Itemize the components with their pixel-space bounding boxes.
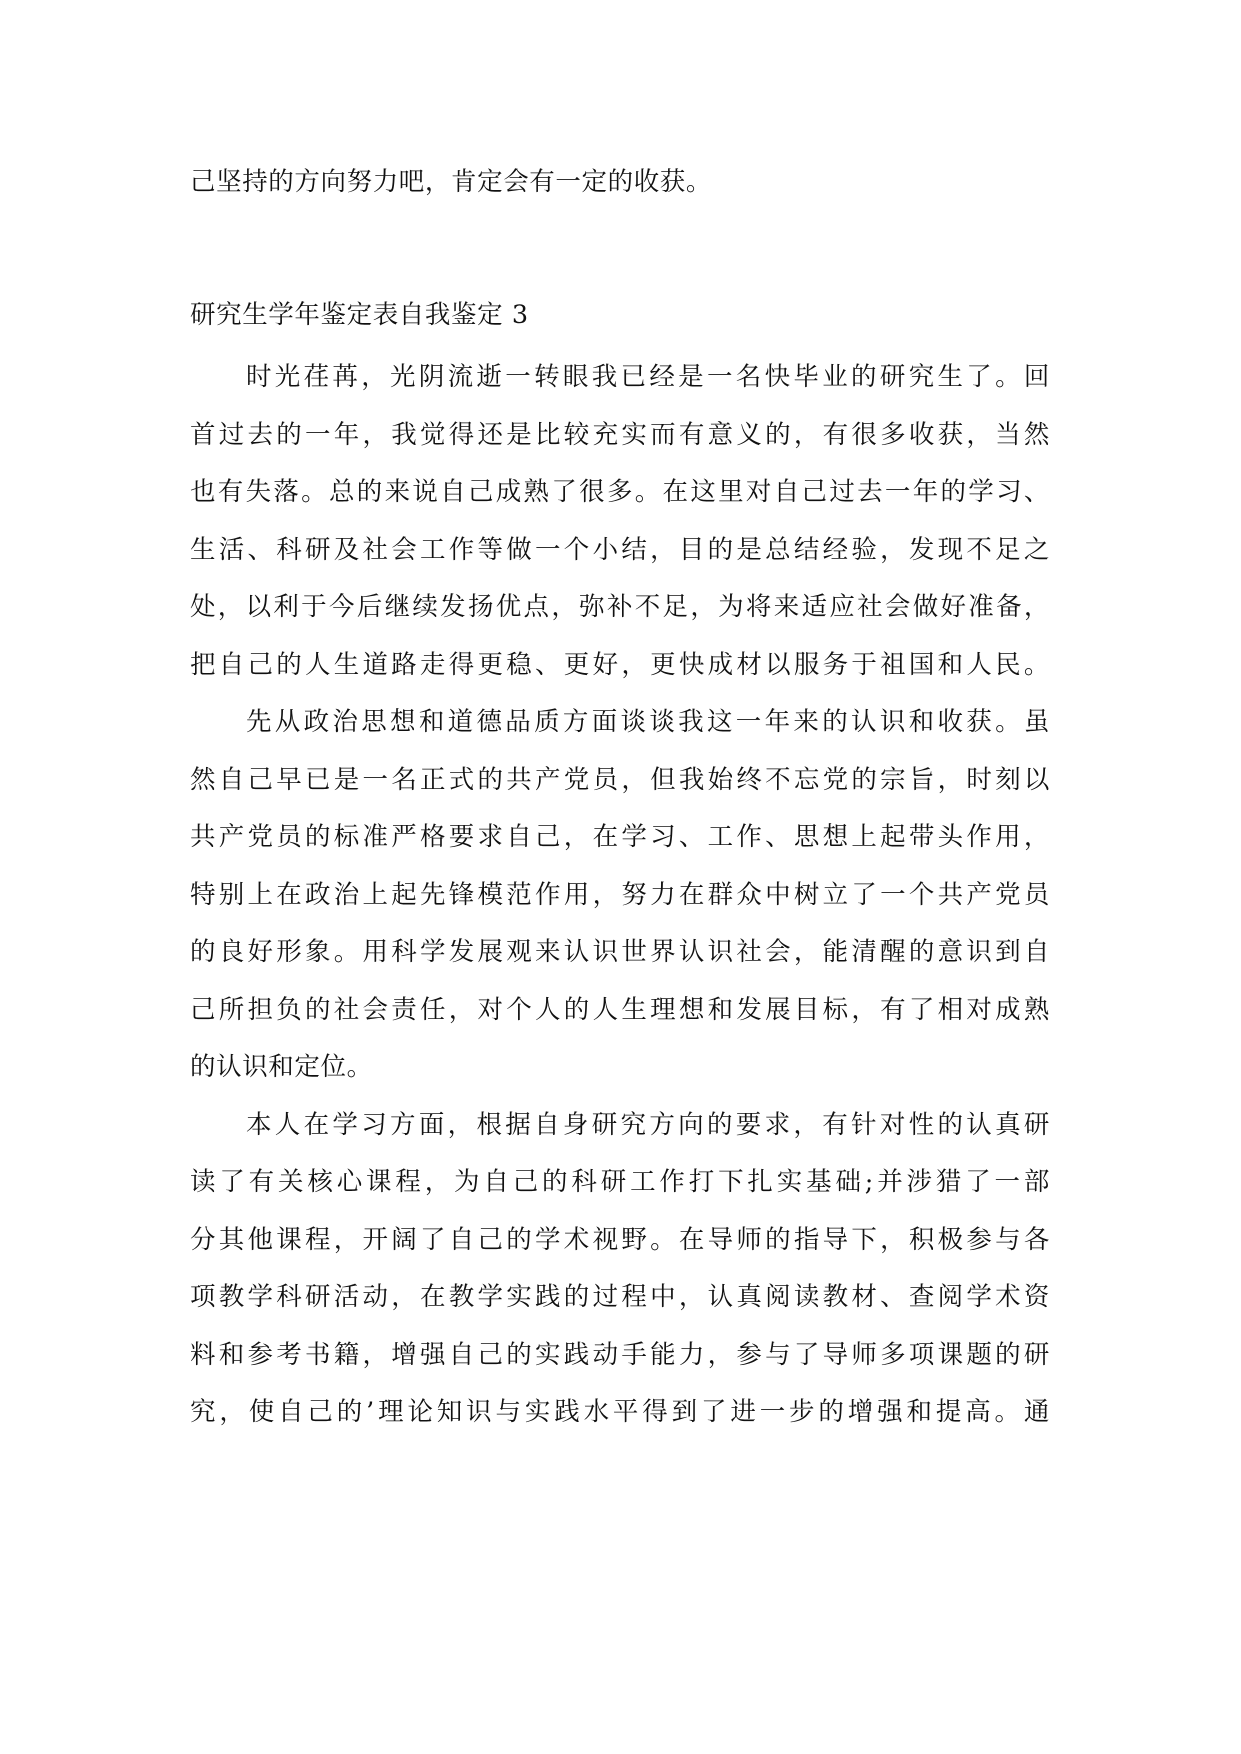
text-line: 的良好形象。用科学发展观来认识世界认识社会，能清醒的意识到自	[190, 937, 1050, 967]
text-line: 料和参考书籍，增强自己的实践动手能力，参与了导师多项课题的研	[190, 1339, 1050, 1370]
text-line: 先从政治思想和道德品质方面谈谈我这一年来的认识和收获。虽	[246, 707, 1050, 737]
text-line: 把自己的人生道路走得更稳、更好，更快成材以服务于祖国和人民。	[190, 649, 1050, 680]
text-line: 首过去的一年，我觉得还是比较充实而有意义的，有很多收获，当然	[190, 419, 1050, 450]
text-line: 特别上在政治上起先锋模范作用，努力在群众中树立了一个共产党员	[190, 879, 1050, 910]
text-line: 的认识和定位。	[190, 1052, 373, 1082]
continuation-paragraph	[190, 154, 1050, 212]
text-line: 处，以利于今后继续发扬优点，弥补不足，为将来适应社会做好准备，	[190, 592, 1050, 622]
paragraph	[190, 349, 1050, 694]
body-paragraphs	[190, 349, 1050, 1442]
text-line: 项教学科研活动，在教学实践的过程中，认真阅读教材、查阅学术资	[190, 1282, 1050, 1312]
text-line: 己坚持的方向努力吧，肯定会有一定的收获。	[190, 167, 713, 197]
text-line: 究，使自己的’理论知识与实践水平得到了进一步的增强和提高。通	[190, 1397, 1050, 1427]
text-line: 己所担负的社会责任，对个人的人生理想和发展目标，有了相对成熟	[190, 994, 1050, 1025]
text-line: 然自己早已是一名正式的共产党员，但我始终不忘党的宗旨，时刻以	[190, 764, 1050, 795]
paragraph	[190, 694, 1050, 1097]
text-line: 读了有关核心课程，为自己的科研工作打下扎实基础;并涉猎了一部	[190, 1167, 1050, 1197]
text-line: 时光荏苒，光阴流逝一转眼我已经是一名快毕业的研究生了。回	[246, 362, 1050, 392]
text-line: 也有失落。总的来说自己成熟了很多。在这里对自己过去一年的学习、	[190, 477, 1050, 507]
paragraph	[190, 1097, 1050, 1442]
text-line: 共产党员的标准严格要求自己，在学习、工作、思想上起带头作用，	[190, 822, 1050, 852]
text-line: 生活、科研及社会工作等做一个小结，目的是总结经验，发现不足之	[190, 534, 1050, 565]
section-heading: 研究生学年鉴定表自我鉴定 3	[190, 300, 529, 330]
text-line: 分其他课程，开阔了自己的学术视野。在导师的指导下，积极参与各	[190, 1224, 1050, 1255]
text-line: 本人在学习方面，根据自身研究方向的要求，有针对性的认真研	[246, 1109, 1050, 1140]
